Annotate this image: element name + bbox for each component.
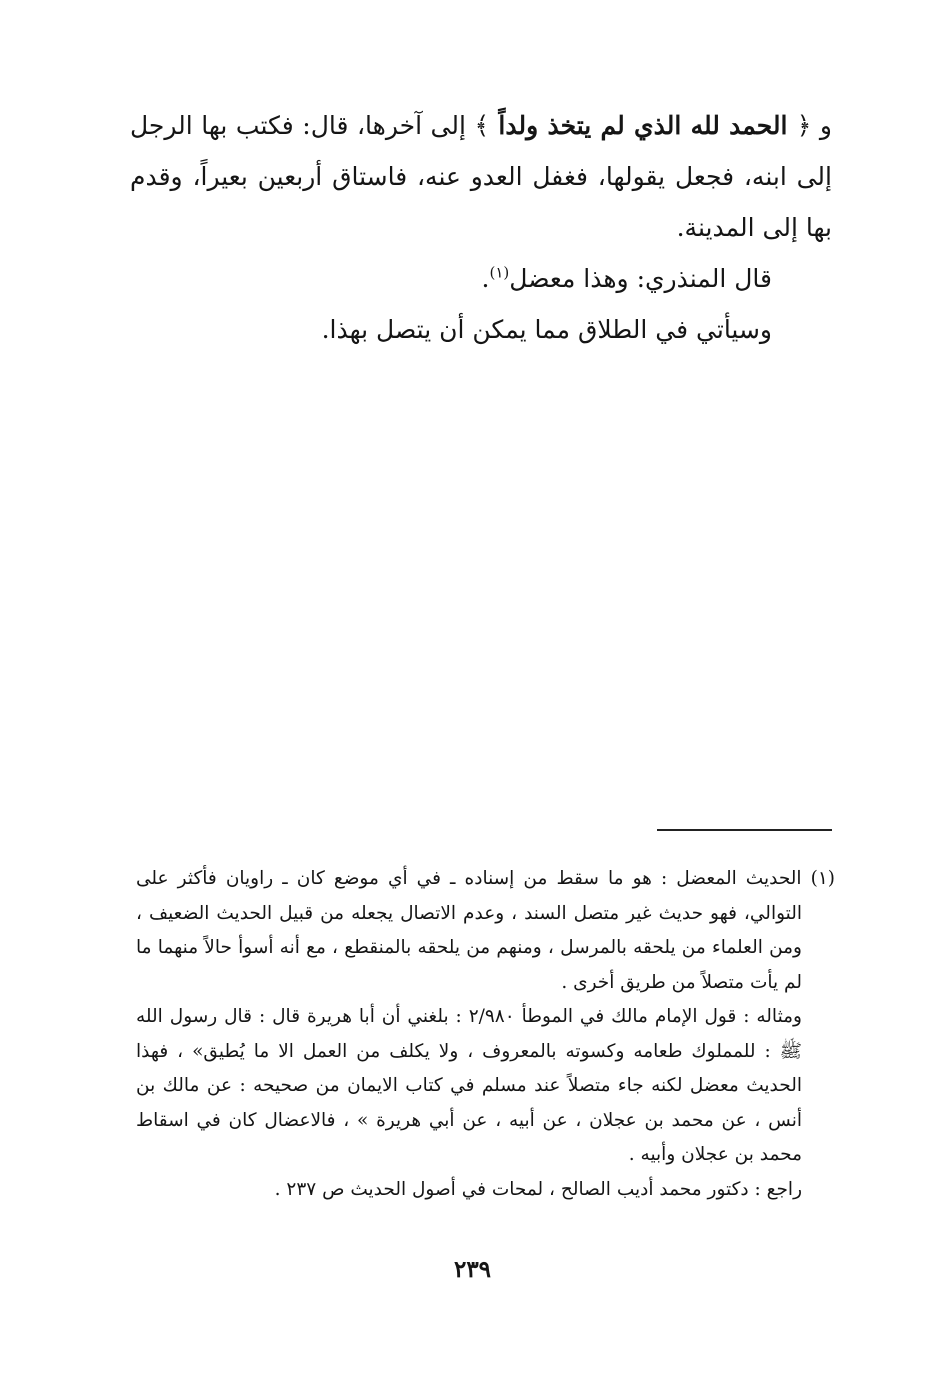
footnote-example: ومثاله : قول الإمام مالك في الموطأ ٢/٩٨٠ : بلغني أن أبا هريرة قال : قال رسول الله ﷺ : للمملوك طعامه وكسوته بالمعروف ، ولا يكلف من العمل الا ما يُطيق» ، فهذا الحديث معضل لكنه جاء متصلاً عند مسلم في كتاب الايمان من صحيحه : عن مالك بن أنس ، عن محمد بن عجلان ، عن أبيه ، عن أبي هريرة » ، فالاعضال كان في اسقاط محمد بن عجلان وأبيه . (136, 1006, 802, 1165)
quote-open: و ﴿ (796, 111, 833, 140)
paragraph-mundhiri (130, 253, 832, 304)
footnote-ref[interactable]: (١) (489, 263, 510, 282)
footnote-separator (657, 829, 832, 831)
paragraph-talaq: وسيأتي في الطلاق مما يمكن أن يتصل بهذا. (321, 315, 772, 344)
mundhiri-text: قال المنذري: وهذا معضل (509, 264, 772, 293)
quran-verse: الحمد لله الذي لم يتخذ ولداً (489, 111, 797, 140)
paragraph-quote-rest: ﴾ إلى آخرها، قال: فكتب بها الرجل إلى ابنه، فجعل يقولها، فغفل العدو عنه، فاستاق أربعين بعيراً، وقدم بها إلى المدينة. (130, 111, 832, 242)
main-text (130, 100, 832, 355)
footnote-reference: راجع : دكتور محمد أديب الصالح ، لمحات في أصول الحديث ص ٢٣٧ . (274, 1178, 802, 1200)
page-number: ٢٣٩ (453, 1256, 492, 1283)
footnote-1: (١) الحديث المعضل : هو ما سقط من إسناده ـ في أي موضع كان ـ راويان فأكثر على التوالي، فهو حديث غير متصل السند ، وعدم الاتصال يجعله من قبيل الحديث الضعيف ، ومن العلماء من يلحقه بالمرسل ، ومنهم من يلحقه بالمنقطع ، مع أنه أسوأ حالاً منهما ما لم يأت متصلاً من طريق أخرى . (136, 868, 835, 993)
mundhiri-end: . (481, 264, 490, 293)
paragraph-quote (130, 100, 832, 253)
footnotes (136, 862, 835, 1207)
